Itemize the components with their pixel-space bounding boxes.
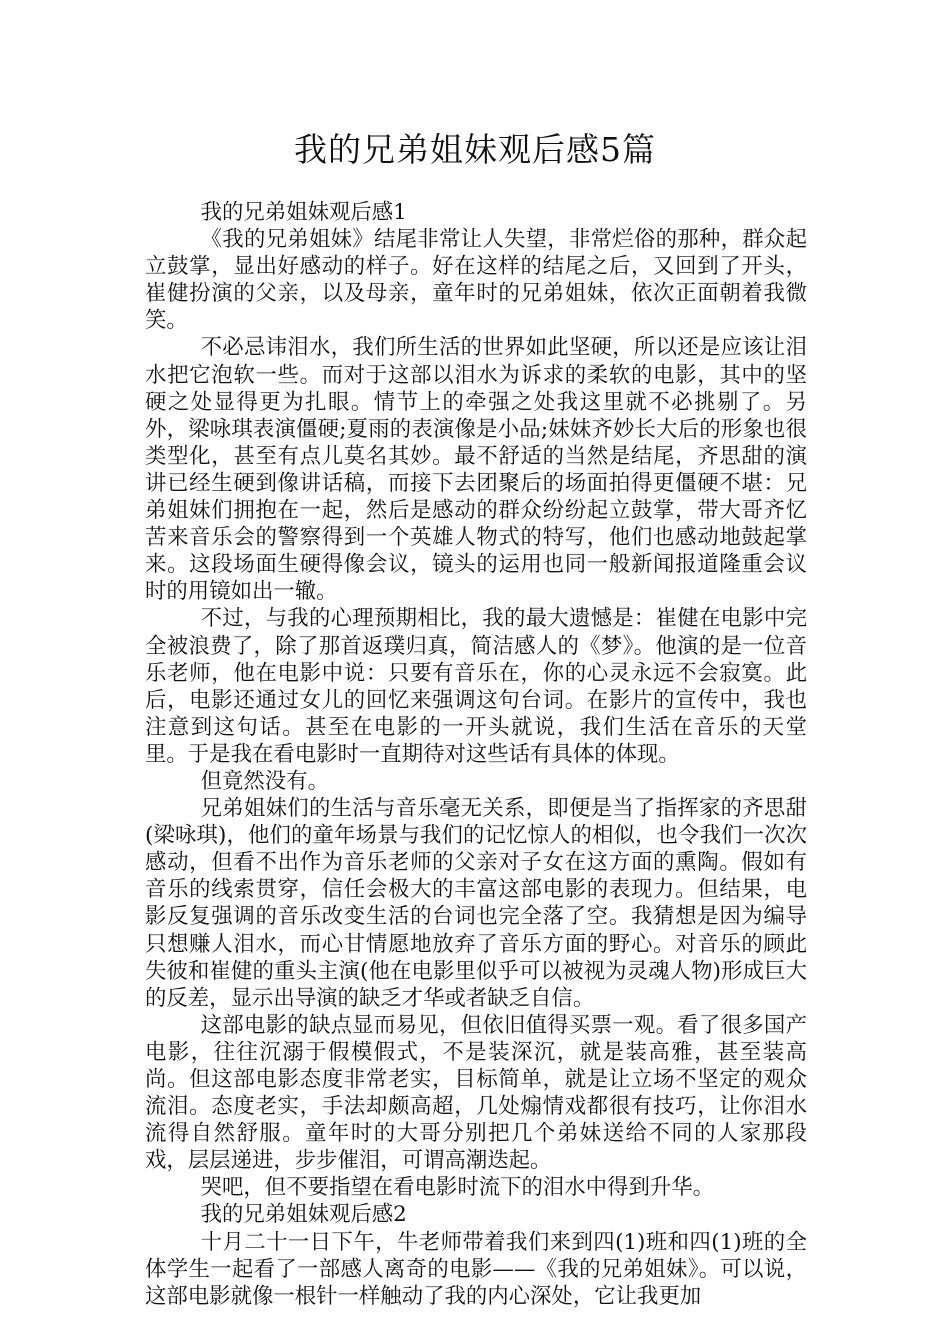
document-body xyxy=(145,199,807,1310)
paragraph: 兄弟姐妹们的生活与音乐毫无关系，即便是当了指挥家的齐思甜(梁咏琪)，他们的童年场景与我们的记忆惊人的相似，也令我们一次次感动，但看不出作为音乐老师的父亲对子女在这方面的熏陶。假如有音乐的线索贯穿，信任会极大的丰富这部电影的表现力。但结果，电影反复强调的音乐改变生活的台词也完全落了空。我猜想是因为编导只想赚人泪水，而心甘情愿地放弃了音乐方面的野心。对音乐的顾此失彼和崔健的重头主演(他在电影里似乎可以被视为灵魂人物)形成巨大的反差，显示出导演的缺乏才华或者缺乏自信。 xyxy=(145,796,807,1011)
paragraph: 但竟然没有。 xyxy=(200,768,329,794)
paragraph: 《我的兄弟姐妹》结尾非常让人失望，非常烂俗的那种，群众起立鼓掌，显出好感动的样子。好在这样的结尾之后，又回到了开头，崔健扮演的父亲，以及母亲，童年时的兄弟姐妹，依次正面朝着我微笑。 xyxy=(145,227,807,334)
section-heading-2: 我的兄弟姐妹观后感2 xyxy=(200,1202,407,1228)
paragraph: 这部电影的缺点显而易见，但依旧值得买票一观。看了很多国产电影，往往沉溺于假模假式，不是装深沉，就是装高雅，甚至装高尚。但这部电影态度非常老实，目标简单，就是让立场不坚定的观众流泪。态度老实，手法却颇高超，几处煽情戏都很有技巧，让你泪水流得自然舒服。童年时的大哥分别把几个弟妹送给不同的人家那段戏，层层递进，步步催泪，可谓高潮迭起。 xyxy=(145,1012,807,1174)
section-heading-1: 我的兄弟姐妹观后感1 xyxy=(200,200,407,225)
paragraph: 哭吧，但不要指望在看电影时流下的泪水中得到升华。 xyxy=(200,1175,715,1201)
paragraph: 十月二十一日下午，牛老师带着我们来到四(1)班和四(1)班的全体学生一起看了一部感人离奇的电影——《我的兄弟姐妹》。可以说，这部电影就像一根针一样触动了我的内心深处，它让我更加 xyxy=(145,1229,807,1309)
paragraph: 不必忌讳泪水，我们所生活的世界如此坚硬，所以还是应该让泪水把它泡软一些。而对于这部以泪水为诉求的柔软的电影，其中的坚硬之处显得更为扎眼。情节上的牵强之处我这里就不必挑剔了。另外，梁咏琪表演僵硬;夏雨的表演像是小品;妹妹齐妙长大后的形象也很类型化，甚至有点儿莫名其妙。最不舒适的当然是结尾，齐思甜的演讲已经生硬到像讲话稿，而接下去团聚后的场面拍得更僵硬不堪：兄弟姐妹们拥抱在一起，然后是感动的群众纷纷起立鼓掌，带大哥齐忆苦来音乐会的警察得到一个英雄人物式的特写，他们也感动地鼓起掌来。这段场面生硬得像会议，镜头的运用也同一般新闻报道隆重会议时的用镜如出一辙。 xyxy=(145,335,807,605)
paragraph: 不过，与我的心理预期相比，我的最大遗憾是：崔健在电影中完全被浪费了，除了那首返璞归真，简洁感人的《梦》。他演的是一位音乐老师，他在电影中说：只要有音乐在，你的心灵永远不会寂寞。此后，电影还通过女儿的回忆来强调这句台词。在影片的宣传中，我也注意到这句话。甚至在电影的一开头就说，我们生活在音乐的天堂里。于是我在看电影时一直期待对这些话有具体的体现。 xyxy=(145,606,807,767)
document-title: 我的兄弟姐妹观后感5篇 xyxy=(294,130,656,169)
